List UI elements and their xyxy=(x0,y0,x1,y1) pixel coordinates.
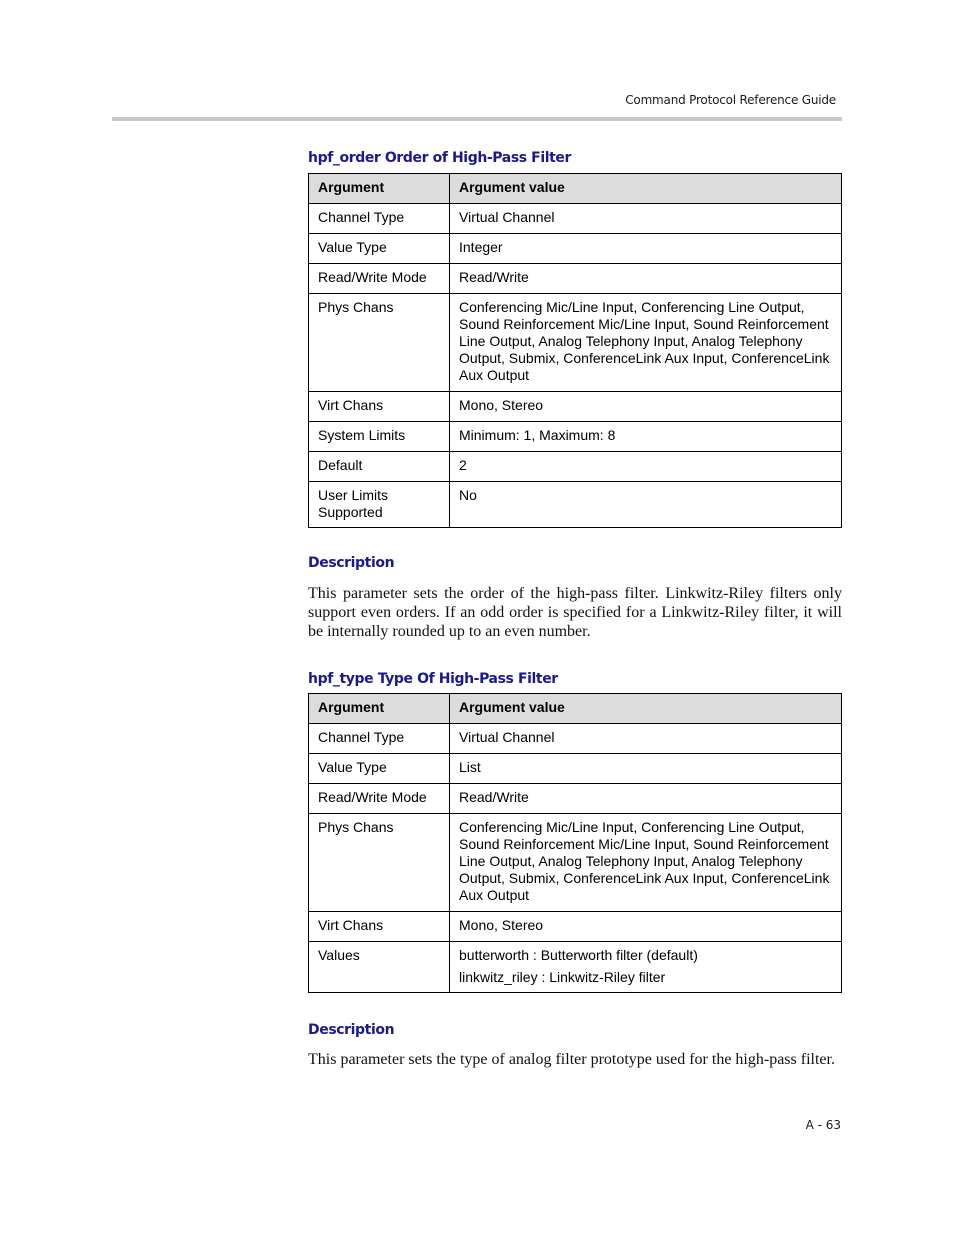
argument-value-cell: Virtual Channel xyxy=(450,204,842,234)
argument-value-cell: Mono, Stereo xyxy=(450,912,842,942)
running-header: Command Protocol Reference Guide xyxy=(625,93,836,107)
table-row xyxy=(309,754,842,784)
argument-cell: Virt Chans xyxy=(309,912,450,942)
argument-value-cell: Virtual Channel xyxy=(450,724,842,754)
argument-value-cell: Integer xyxy=(450,234,842,264)
table-header-row xyxy=(309,174,842,204)
argument-value-cell: No xyxy=(450,482,842,528)
header-rule xyxy=(112,117,842,121)
column-header-argument-value: Argument value xyxy=(450,694,842,724)
table-row xyxy=(309,234,842,264)
argument-cell: Values xyxy=(309,942,450,993)
table-row xyxy=(309,912,842,942)
argument-cell: System Limits xyxy=(309,422,450,452)
argument-value-cell: Conferencing Mic/Line Input, Conferencing Line Output, Sound Reinforcement Mic/Line Input, Sound Reinforcement Line Output, Analog Telephony Input, Analog Telephony Output, Submix, ConferenceLink Aux Input, ConferenceLink Aux Output xyxy=(450,814,842,912)
argument-cell: Read/Write Mode xyxy=(309,784,450,814)
argument-cell: Channel Type xyxy=(309,724,450,754)
table-row xyxy=(309,422,842,452)
argument-cell: User Limits Supported xyxy=(309,482,450,528)
table-row xyxy=(309,724,842,754)
description-heading: Description xyxy=(308,1022,395,1038)
argument-cell: Virt Chans xyxy=(309,392,450,422)
table-row xyxy=(309,204,842,234)
argument-cell: Read/Write Mode xyxy=(309,264,450,294)
argument-value-cell: 2 xyxy=(450,452,842,482)
table-row xyxy=(309,452,842,482)
table-header-row xyxy=(309,694,842,724)
section-title-hpf-type: hpf_type Type Of High-Pass Filter xyxy=(308,671,558,687)
description-heading: Description xyxy=(308,555,395,571)
argument-value-cell: Read/Write xyxy=(450,784,842,814)
table-row xyxy=(309,264,842,294)
description-text: This parameter sets the type of analog filter prototype used for the high-pass filter. xyxy=(308,1051,835,1068)
argument-cell: Value Type xyxy=(309,234,450,264)
table-row xyxy=(309,784,842,814)
argument-cell: Value Type xyxy=(309,754,450,784)
argument-value-cell xyxy=(450,942,842,993)
value-option: linkwitz_riley : Linkwitz-Riley filter xyxy=(459,969,666,985)
argument-cell: Phys Chans xyxy=(309,814,450,912)
argument-value-cell: Conferencing Mic/Line Input, Conferencing Line Output, Sound Reinforcement Mic/Line Input, Sound Reinforcement Line Output, Analog Telephony Input, Analog Telephony Output, Submix, ConferenceLink Aux Input, ConferenceLink Aux Output xyxy=(450,294,842,392)
argument-value-cell: Mono, Stereo xyxy=(450,392,842,422)
table-row xyxy=(309,942,842,993)
argument-value-cell: Read/Write xyxy=(450,264,842,294)
column-header-argument: Argument xyxy=(309,694,450,724)
argument-cell: Phys Chans xyxy=(309,294,450,392)
value-option: butterworth : Butterworth filter (default) xyxy=(459,947,698,963)
hpf-type-table xyxy=(308,693,842,993)
column-header-argument-value: Argument value xyxy=(450,174,842,204)
argument-cell: Channel Type xyxy=(309,204,450,234)
table-row xyxy=(309,814,842,912)
argument-value-cell: Minimum: 1, Maximum: 8 xyxy=(450,422,842,452)
hpf-order-table xyxy=(308,173,842,528)
argument-cell: Default xyxy=(309,452,450,482)
argument-value-cell: List xyxy=(450,754,842,784)
page-number: A - 63 xyxy=(805,1118,841,1132)
table-row xyxy=(309,392,842,422)
table-row xyxy=(309,294,842,392)
description-text: This parameter sets the order of the high-pass filter. Linkwitz-Riley filters only support even orders. If an odd order is specified for a Linkwitz-Riley filter, it will be internally rounded up to an even number. xyxy=(308,585,842,640)
section-title-hpf-order: hpf_order Order of High-Pass Filter xyxy=(308,150,572,166)
column-header-argument: Argument xyxy=(309,174,450,204)
table-row xyxy=(309,482,842,528)
